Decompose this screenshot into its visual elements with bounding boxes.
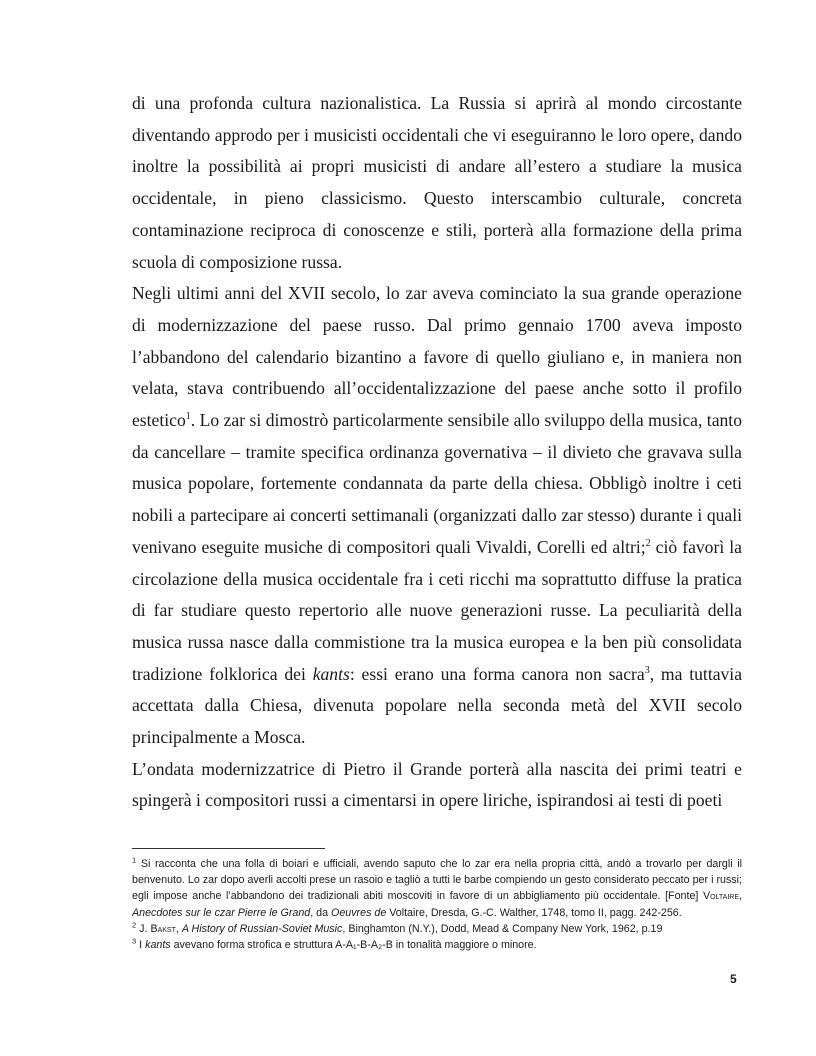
footnote-3-pre: I	[136, 939, 146, 952]
footnote-1-number: 1	[132, 855, 137, 865]
footnote-1-title: Anecdotes sur le czar Pierre le Grand	[132, 906, 311, 919]
footnote-1	[132, 856, 742, 921]
kants-term: kants	[312, 663, 350, 684]
footnote-2-author: Bakst	[150, 922, 176, 935]
footnote-ref-2[interactable]: 2	[645, 537, 651, 549]
paragraph-2	[132, 278, 742, 754]
footnote-1-comma: ,	[739, 890, 742, 903]
paragraph-2-part-c: ciò favorì la circolazione della musica occidentale fra i ceti ricchi ma soprattutto diffuse la pratica di far studiare questo repertorio alle nuove generazioni russe. La peculiarità della musica russa nasce dalla commistione tra la musica europea e la ben più consolidata tradizione folklorica dei	[132, 536, 742, 684]
paragraph-2-part-e: , ma tuttavia accettata dalla Chiesa, divenuta popolare nella seconda metà del XVII secolo principalmente a Mosca.	[132, 663, 743, 748]
footnote-ref-1[interactable]: 1	[185, 411, 191, 423]
footnote-2-comma: ,	[175, 922, 182, 935]
footnote-1-tail: Voltaire, Dresda, G.-C. Walther, 1748, tomo II, pagg. 242-256.	[386, 906, 682, 919]
footnote-1-author: Voltaire	[702, 890, 740, 903]
footnote-separator	[132, 848, 325, 849]
body-text	[132, 88, 742, 817]
page-body	[132, 88, 742, 817]
footnote-2-title: A History of Russian-Soviet Music	[181, 922, 343, 935]
footnote-1-text: Si racconta che una folla di boiari e ufficiali, avendo saputo che lo zar era nella propria città, andò a trovarlo per dargli il benvenuto. Lo zar dopo averli accolti prese un rasoio e tagliò a tutti le barbe compiendo un gesto considerato peccato per i russi; egli impose anche l’abbandono dei tradizionali abiti moscoviti in favore di un abbigliamento più occidentale. [Fonte]	[132, 858, 742, 903]
footnote-2-pre: J.	[136, 922, 151, 935]
paragraph-2-part-b: . Lo zar si dimostrò particolarmente sensibile allo sviluppo della musica, tanto da cancellare – tramite specifica ordinanza governativa – il divieto che gravava sulla musica popolare, fortemente condannata da parte della chiesa. Obbligò inoltre i ceti nobili a partecipare ai concerti settimanali (organizzati dallo zar stesso) durante i quali venivano eseguite musiche di compositori quali Vivaldi, Corelli ed altri;	[132, 410, 742, 557]
paragraph-3: L’ondata modernizzatrice di Pietro il Grande porterà alla nascita dei primi teatri e spingerà i compositori russi a cimentarsi in opere liriche, ispirandosi ai testi di poeti	[132, 758, 742, 811]
footnote-3-tail: avevano forma strofica e struttura A-A₁-B-A₂-B in tonalità maggiore o minore.	[170, 939, 537, 952]
footnote-3	[132, 937, 742, 953]
footnote-2-tail: , Binghamton (N.Y.), Dodd, Mead & Company New York, 1962, p.19	[342, 922, 663, 935]
footnotes	[132, 856, 742, 953]
paragraph-2-part-d: : essi erano una forma canora non sacra	[349, 663, 645, 684]
footnote-1-source-title: Oeuvres de	[331, 906, 387, 919]
footnote-2	[132, 921, 742, 937]
footnote-3-kants: kants	[145, 939, 171, 952]
paragraph-2-part-a: Negli ultimi anni del XVII secolo, lo zar aveva cominciato la sua grande operazione di modernizzazione del paese russo. Dal primo gennaio 1700 aveva imposto l’abbandono del calendario bizantino a favore di quello giuliano e, in maniera non velata, stava contribuendo all’occidentalizzazione del paese anche sotto il profilo estetico	[132, 283, 742, 431]
footnote-1-mid: , da	[310, 906, 332, 919]
paragraph-1: di una profonda cultura nazionalistica. La Russia si aprirà al mondo circostante diventando approdo per i musicisti occidentali che vi eseguiranno le loro opere, dando inoltre la possibilità ai propri musicisti di andare all’estero a studiare la musica occidentale, in pieno classicismo. Questo interscambio culturale, concreta contaminazione reciproca di conoscenze e stili, porterà alla formazione della prima scuola di composizione russa.	[132, 93, 742, 272]
footnote-ref-3[interactable]: 3	[644, 664, 650, 676]
footnote-3-number: 3	[132, 936, 137, 946]
page-number: 5	[730, 972, 737, 986]
footnote-2-number: 2	[132, 920, 137, 930]
